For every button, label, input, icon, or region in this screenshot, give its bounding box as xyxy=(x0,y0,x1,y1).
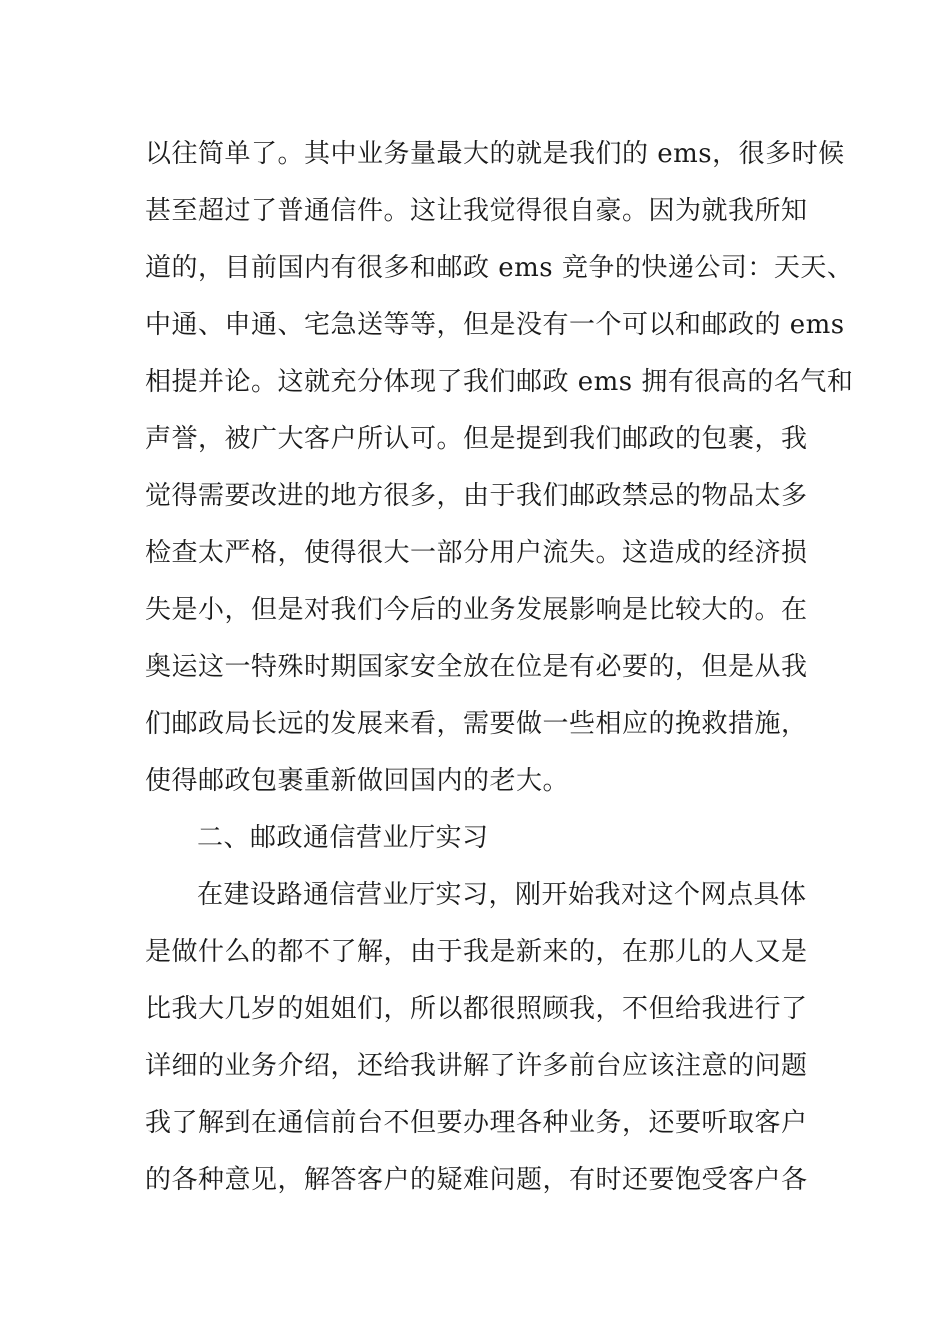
text-line: 道的，目前国内有很多和邮政 ems 竞争的快递公司：天天、 xyxy=(145,253,854,283)
text-line: 检查太严格，使得很大一部分用户流失。这造成的经济损 xyxy=(145,538,808,568)
text-line: 在建设路通信营业厅实习，刚开始我对这个网点具体 xyxy=(197,880,807,910)
text-line: 以往简单了。其中业务量最大的就是我们的 ems，很多时候 xyxy=(145,139,845,169)
text-line: 的各种意见，解答客户的疑难问题，有时还要饱受客户各 xyxy=(145,1165,808,1195)
text-line: 详细的业务介绍，还给我讲解了许多前台应该注意的问题 xyxy=(145,1051,808,1081)
text-line: 失是小，但是对我们今后的业务发展影响是比较大的。在 xyxy=(145,595,808,625)
text-line: 们邮政局长远的发展来看，需要做一些相应的挽救措施， xyxy=(145,709,808,739)
text-line: 比我大几岁的姐姐们，所以都很照顾我，不但给我进行了 xyxy=(145,994,808,1024)
text-line: 奥运这一特殊时期国家安全放在位是有必要的，但是从我 xyxy=(145,652,808,682)
text-line: 声誉，被广大客户所认可。但是提到我们邮政的包裹，我 xyxy=(145,424,808,454)
text-line: 甚至超过了普通信件。这让我觉得很自豪。因为就我所知 xyxy=(145,196,808,226)
text-line: 中通、申通、宅急送等等，但是没有一个可以和邮政的 ems xyxy=(145,310,845,340)
text-line: 相提并论。这就充分体现了我们邮政 ems 拥有很高的名气和 xyxy=(145,367,854,397)
section-heading: 二、邮政通信营业厅实习 xyxy=(197,823,489,853)
text-line: 是做什么的都不了解，由于我是新来的，在那儿的人又是 xyxy=(145,937,808,967)
text-line: 我了解到在通信前台不但要办理各种业务，还要听取客户 xyxy=(145,1108,808,1138)
text-line: 觉得需要改进的地方很多，由于我们邮政禁忌的物品太多 xyxy=(145,481,808,511)
text-line: 使得邮政包裹重新做回国内的老大。 xyxy=(145,766,570,796)
